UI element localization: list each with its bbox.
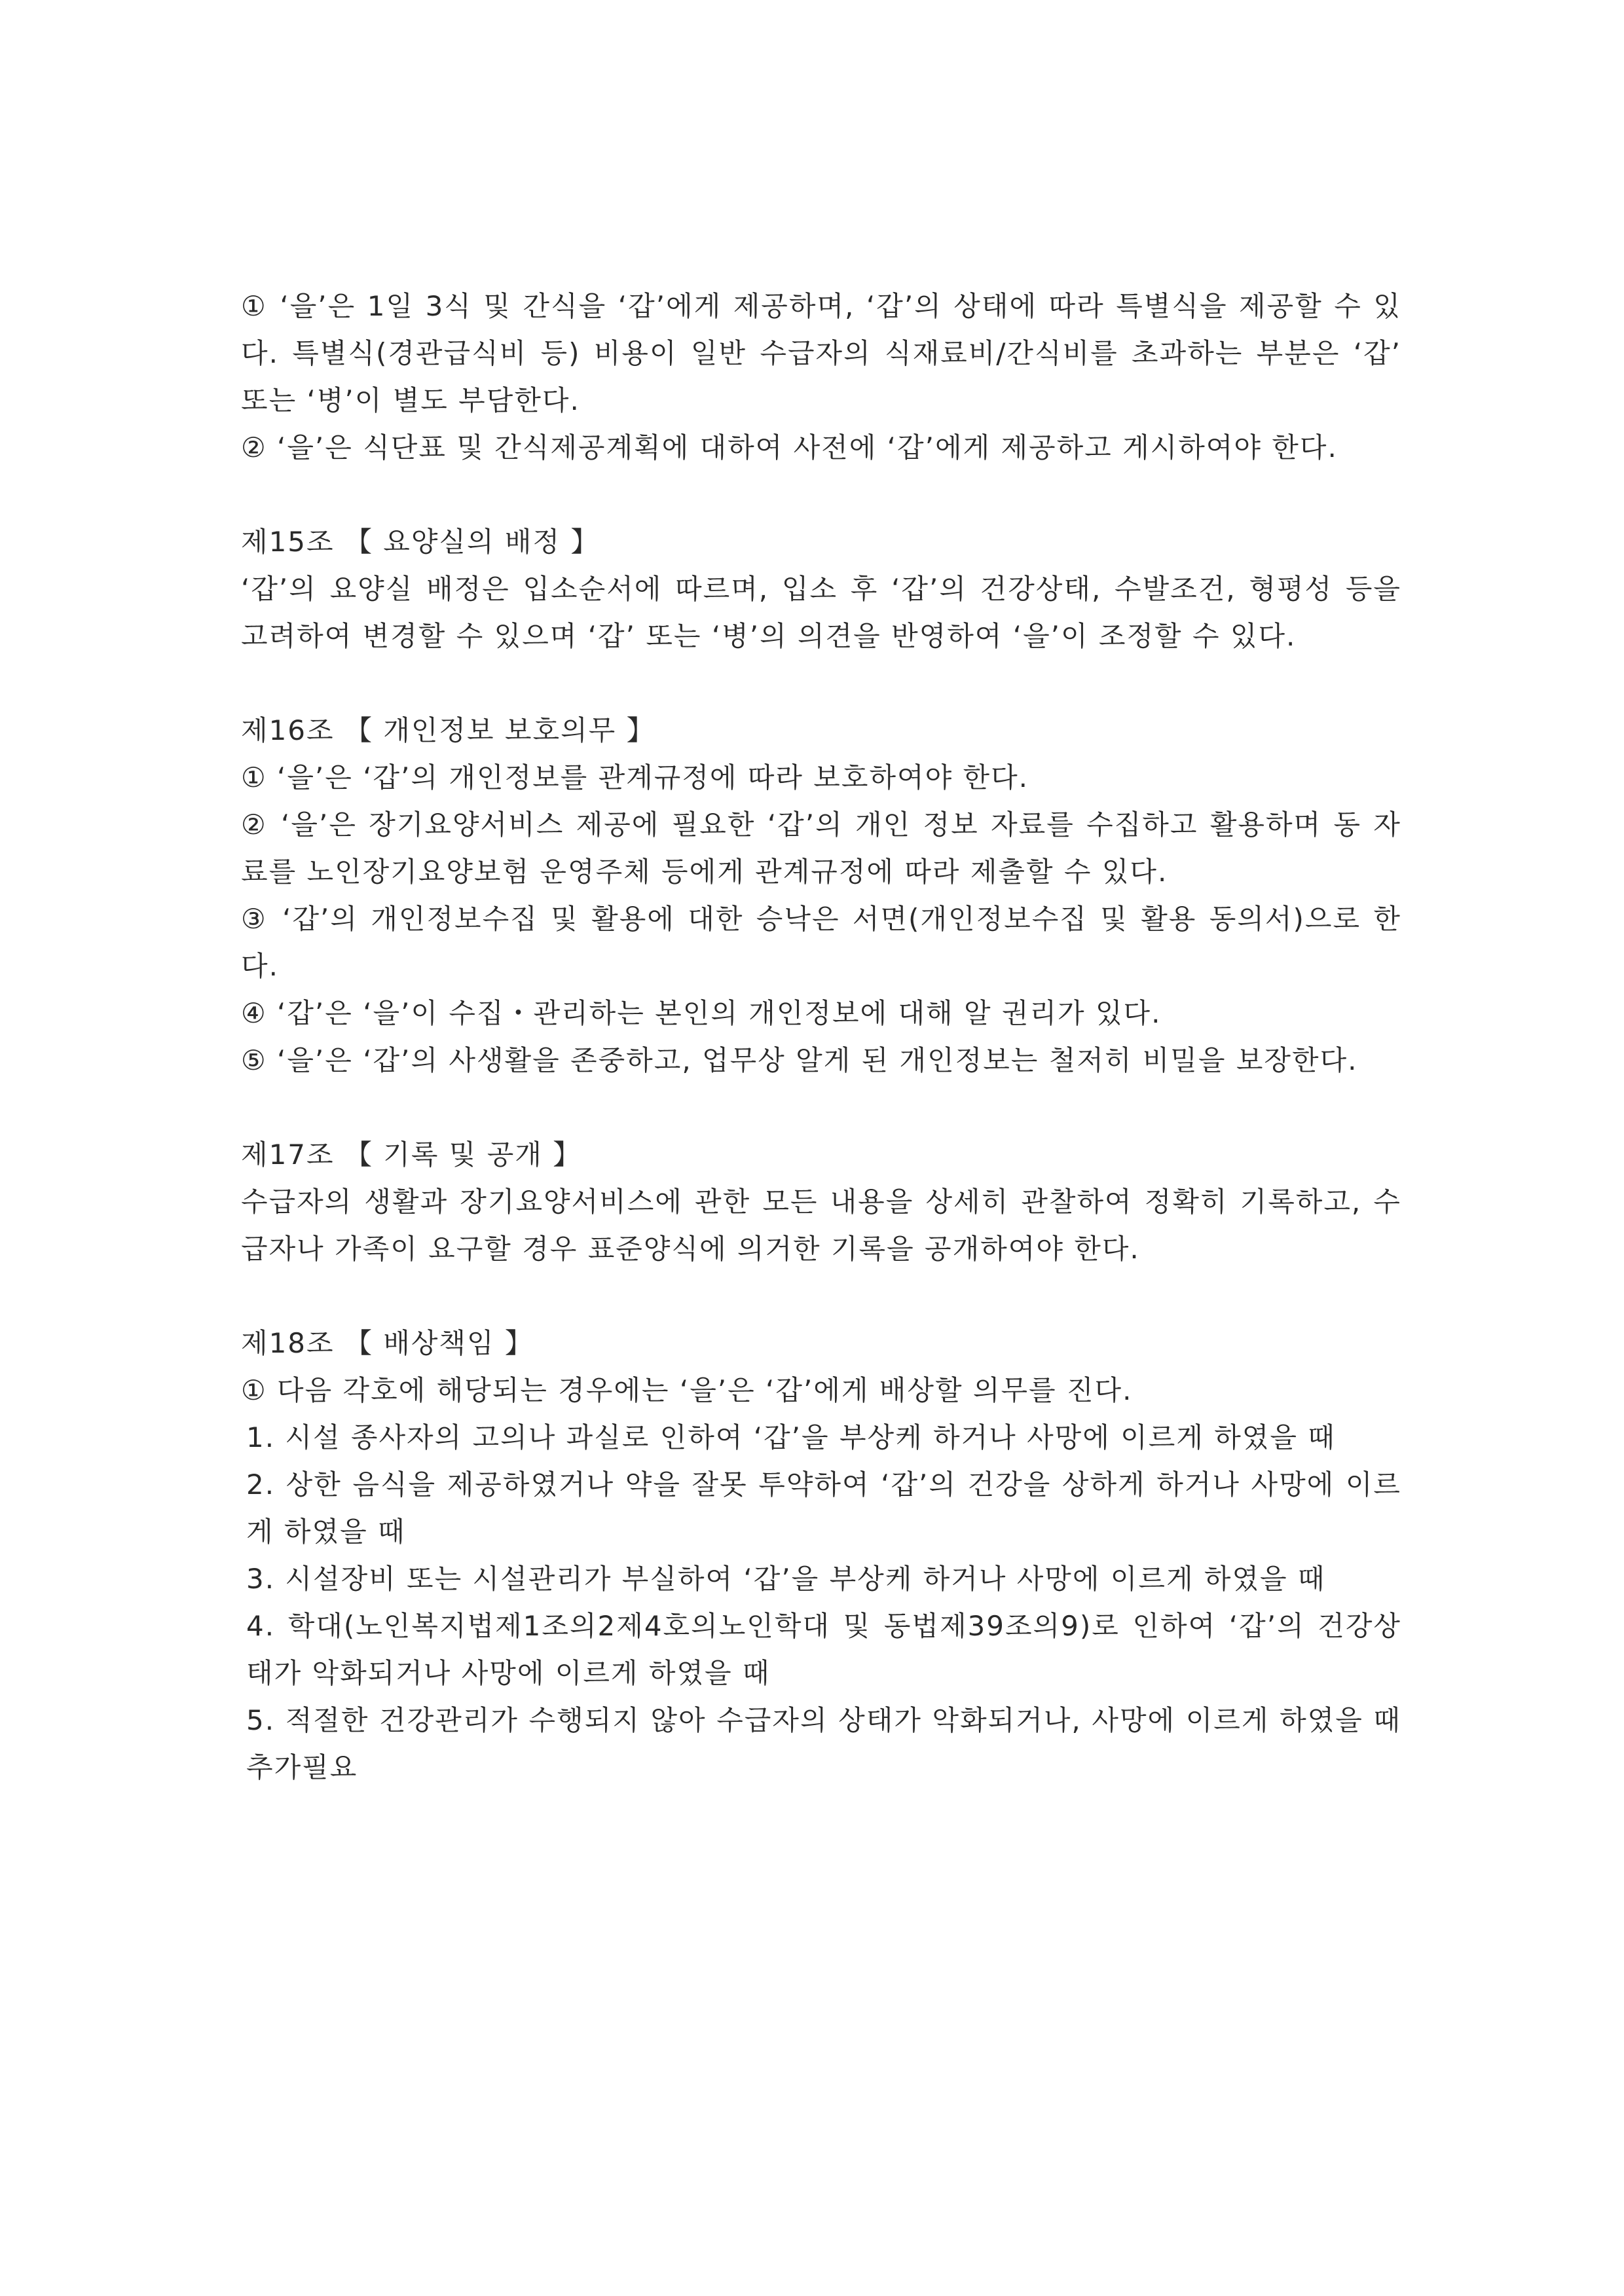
art16-heading: 제16조 【 개인정보 보호의무 】 bbox=[241, 714, 655, 746]
art18-item-2: 2. 상한 음식을 제공하였거나 약을 잘못 투약하여 ‘갑’의 건강을 상하게 하거나 사망에 이르게 하였을 때 bbox=[246, 1468, 1401, 1548]
art17-heading: 제17조 【 기록 및 공개 】 bbox=[241, 1139, 582, 1171]
document-page bbox=[241, 283, 1401, 1791]
art14-clause-1: ① ‘을’은 1일 3식 및 간식을 ‘갑’에게 제공하며, ‘갑’의 상태에 따라 특별식을 제공할 수 있다. 특별식(경관급식비 등) 비용이 일반 수급자의 식재료비/간식비를 초과하는 부분은 ‘갑’ 또는 ‘병’이 별도 부담한다. bbox=[241, 290, 1401, 416]
art18-item-5: 5. 적절한 건강관리가 수행되지 않아 수급자의 상태가 악화되거나, 사망에 이르게 하였을 때 추가필요 bbox=[246, 1704, 1401, 1783]
art16-clause-2: ② ‘을’은 장기요양서비스 제공에 필요한 ‘갑’의 개인 정보 자료를 수집하고 활용하며 동 자료를 노인장기요양보험 운영주체 등에게 관계규정에 따라 제출할 수 있다. bbox=[241, 809, 1401, 888]
art18-item-1: 1. 시설 종사자의 고의나 과실로 인하여 ‘갑’을 부상케 하거나 사망에 이르게 하였을 때 bbox=[246, 1421, 1336, 1453]
section-gap bbox=[241, 471, 1401, 519]
section-gap bbox=[241, 660, 1401, 707]
art16-clause-3: ③ ‘갑’의 개인정보수집 및 활용에 대한 승낙은 서면(개인정보수집 및 활용 동의서)으로 한다. bbox=[241, 903, 1401, 982]
art15-heading: 제15조 【 요양실의 배정 】 bbox=[241, 526, 600, 558]
art18-item-4: 4. 학대(노인복지법제1조의2제4호의노인학대 및 동법제39조의9)로 인하여 ‘갑’의 건강상태가 악화되거나 사망에 이르게 하였을 때 bbox=[246, 1610, 1401, 1689]
art15-body: ‘갑’의 요양실 배정은 입소순서에 따르며, 입소 후 ‘갑’의 건강상태, 수발조건, 형평성 등을 고려하여 변경할 수 있으며 ‘갑’ 또는 ‘병’의 의견을 반영하여 ‘을’이 조정할 수 있다. bbox=[241, 573, 1401, 652]
art14-clause-2: ② ‘을’은 식단표 및 간식제공계획에 대하여 사전에 ‘갑’에게 제공하고 게시하여야 한다. bbox=[241, 431, 1338, 464]
section-gap bbox=[241, 1273, 1401, 1320]
art16-clause-4: ④ ‘갑’은 ‘을’이 수집・관리하는 본인의 개인정보에 대해 알 권리가 있다. bbox=[241, 997, 1162, 1029]
art18-item-3: 3. 시설장비 또는 시설관리가 부실하여 ‘갑’을 부상케 하거나 사망에 이르게 하였을 때 bbox=[246, 1563, 1326, 1595]
art16-clause-1: ① ‘을’은 ‘갑’의 개인정보를 관계규정에 따라 보호하여야 한다. bbox=[241, 761, 1029, 793]
section-gap bbox=[241, 1084, 1401, 1131]
art18-heading: 제18조 【 배상책임 】 bbox=[241, 1327, 534, 1359]
art18-clause-1: ① 다음 각호에 해당되는 경우에는 ‘을’은 ‘갑’에게 배상할 의무를 진다. bbox=[241, 1374, 1133, 1406]
art16-clause-5: ⑤ ‘을’은 ‘갑’의 사생활을 존중하고, 업무상 알게 된 개인정보는 철저히 비밀을 보장한다. bbox=[241, 1044, 1358, 1076]
art17-body: 수급자의 생활과 장기요양서비스에 관한 모든 내용을 상세히 관찰하여 정확히 기록하고, 수급자나 가족이 요구할 경우 표준양식에 의거한 기록을 공개하여야 한다. bbox=[241, 1186, 1401, 1265]
